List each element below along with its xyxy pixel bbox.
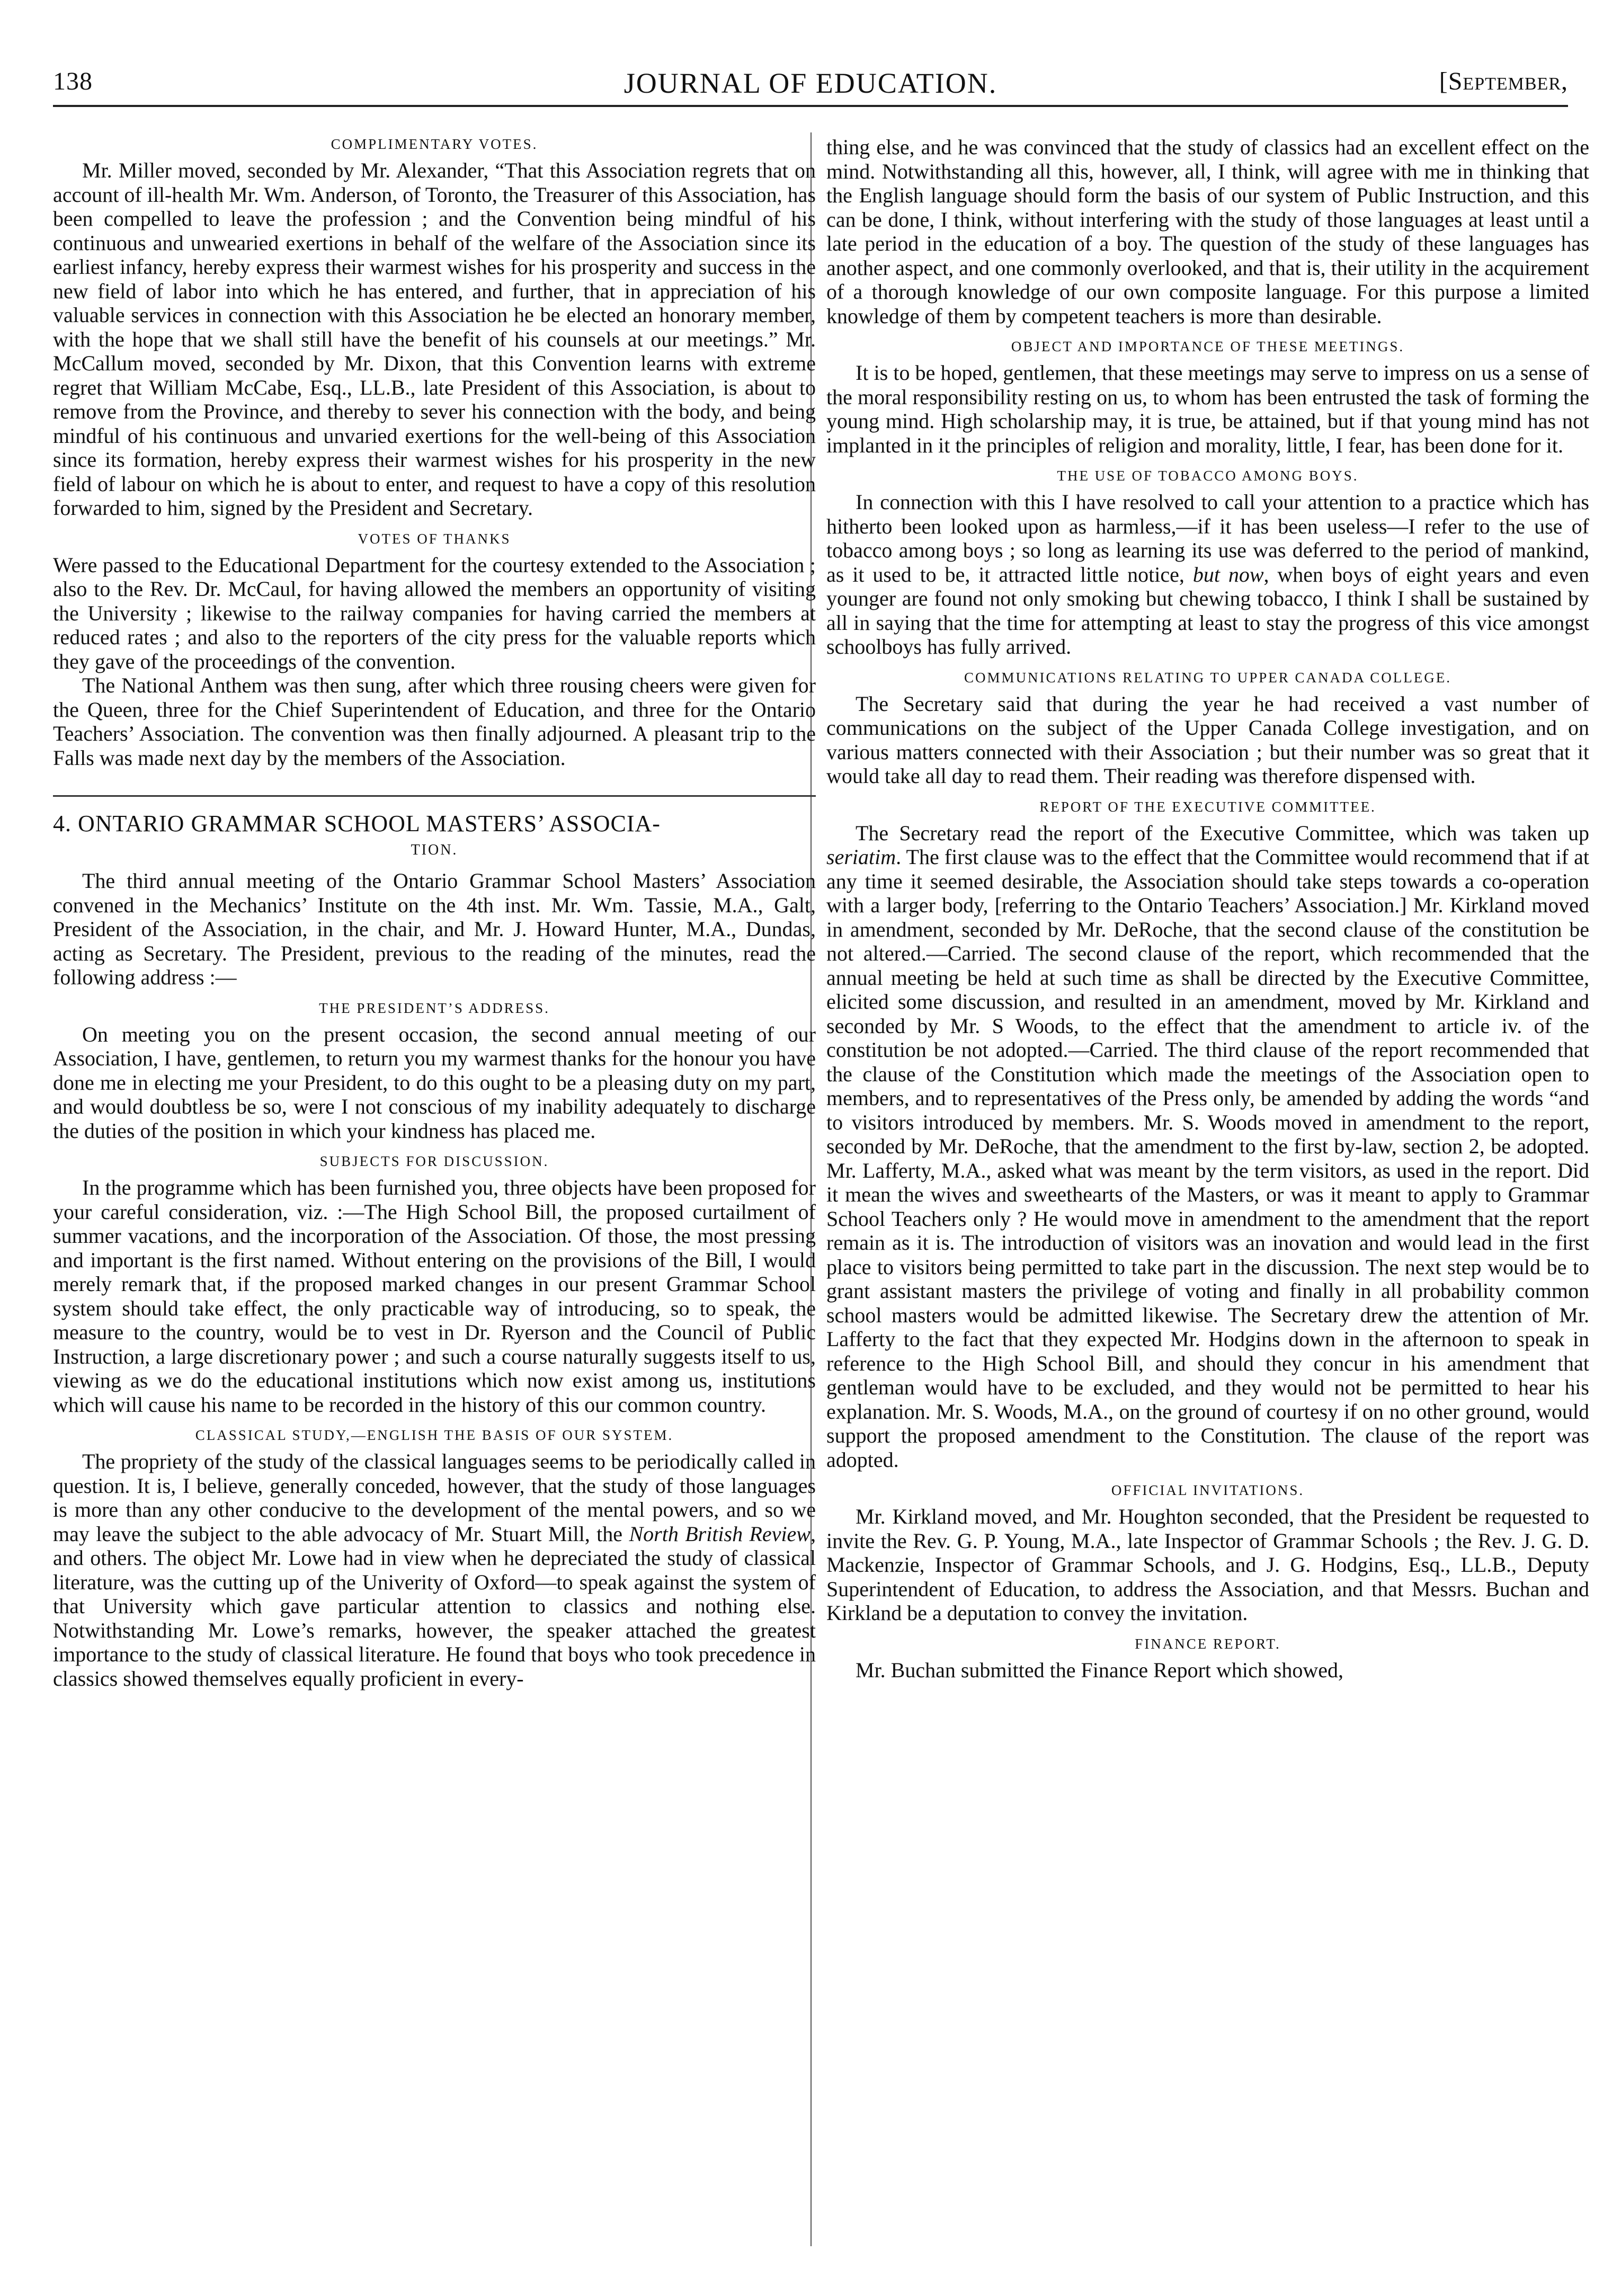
paragraph-national-anthem: The National Anthem was then sung, after which three rousing cheers were given for the Queen, three for the Chief Superintendent of Education, and three for the Ontario Teachers’ Association. The convention was then finally adjourned. A pleasant trip to the Falls was made next day by the members of the Association. <box>53 673 816 770</box>
text-run: The propriety of the study of the classical languages seems to be periodically called in question. It is, I believe, generally conceded, however, that the study of those languages is more than any other conducive to the development of the mental powers, and so we may leave the subject to the able advocacy of Mr. Stuart Mill, the <box>53 1449 816 1546</box>
issue-month: [September, <box>1439 67 1568 95</box>
page-number: 138 <box>53 67 93 95</box>
paragraph-complimentary-votes: Mr. Miller moved, seconded by Mr. Alexander, “That this Association regrets that on account of ill-health Mr. Wm. Anderson, of Toronto, the Treasurer of this Association, has been compelled to leave the profession ; and the Convention being mindful of his continuous and unwearied exertions in behalf of the welfare of the Association since its earliest infancy, hereby express their warmest wishes for his prosperity and success in the new field of labor into which he has entered, and further, that in appreciation of his valuable services in connection with this Association he be elected an honorary member, with the hope that we shall still have the benefit of his counsels at our meetings.” Mr. McCallum moved, seconded by Mr. Dixon, that this Convention learns with extreme regret that William McCabe, Esq., LL.B., late President of this Association, is about to remove from the Province, and thereby to sever his connection with the body, and being mindful of his continuous and unvaried exertions for the well-being of this Association since its formation, hereby express their warmest wishes for his prosperity in the new field of labour on which he is about to enter, and request to have a copy of this resolution forwarded to him, signed by the President and Secretary. <box>53 158 816 520</box>
text-run: , when boys of eight years and even younger are found not only smoking but chewing tobacco, I think I shall be sustained by all in saying that the time for attempting at least to stay the progress of this vice amongst schoolboys has fully arrived. <box>826 562 1589 658</box>
article-title-tail: TION. <box>411 842 458 858</box>
section-heading-complimentary-votes: COMPLIMENTARY VOTES. <box>331 136 538 152</box>
paragraph-executive-committee <box>826 821 1589 1472</box>
section-heading-subjects: SUBJECTS FOR DISCUSSION. <box>319 1153 549 1169</box>
paragraph-subjects: In the programme which has been furnished you, three objects have been proposed for your careful consideration, viz. :—The High School Bill, the proposed curtailment of summer vacations, and the incorporation of the Association. Of those, the most pressing and important is the first named. Without entering on the provisions of the Bill, I would merely remark that, if the proposed marked changes in our present Grammar School system should take effect, the only practicable way of introducing, so to speak, the measure to the country, would be to vest in Dr. Ryerson and the Council of Public Instruction, a large discretionary power ; and such a course naturally suggests itself to us, viewing as we do the educational institutions which now exist among us, institutions which will cause his name to be recorded in the history of this our common country. <box>53 1176 816 1417</box>
section-heading-votes-of-thanks: VOTES OF THANKS <box>358 530 511 547</box>
section-heading-tobacco: THE USE OF TOBACCO AMONG BOYS. <box>1057 468 1359 484</box>
left-column <box>53 135 816 2249</box>
italic-run: seriatim <box>826 845 896 869</box>
right-column <box>826 135 1589 2249</box>
paragraph-classical-study <box>53 1449 816 1690</box>
text-run: . The first clause was to the effect that the Committee would recommend that if at any time it seemed desirable, the Association should take steps towards a co-operation with a larger body, [referring to the Ontario Teachers’ Association.] Mr. Kirkland moved in amendment, seconded by Mr. DeRoche, that the second clause of the constitution be not altered.—Carried. The second clause of the report, which recommended that the annual meeting be held at such time as shall be directed by the Executive Committee, elicited some discussion, and resulted in an amendment, moved by Mr. Kirkland and seconded by Mr. S Woods, to the effect that the amendment to article iv. of the constitution be not adopted.—Carried. The third clause of the report recommended that the clause of the Constitution which made the meetings of the Association open to members, and to representatives of the Press only, be amended by adding the words “and to visitors introduced by members. Mr. S. Woods moved in amendment to the report, seconded by Mr. DeRoche, that the amendment to the first by-law, section 2, be adopted. Mr. Lafferty, M.A., asked what was meant by the term visitors, as used in the report. Did it mean the wives and sweethearts of the Masters, or was it meant to apply to Grammar School Teachers only ? He would move in amendment to the amendment that the report remain as it is. The introduction of visitors was an inovation and would lead in the first place to visitors being permitted to take part in the discussion. The next step would be to grant assistant masters the privilege of voting and finally in all probability common school masters would be admitted likewise. The Secretary drew the attention of Mr. Lafferty to the fact that they expected Mr. Hodgins down in the afternoon to speak in reference to the High School Bill, and should they concur in his amendment that gentleman would have to be excluded, and they would not be permitted to hear his explanation. Mr. S. Woods, M.A., on the ground of courtesy if on no other ground, would support the proposed amendment to the Constitution. The clause of the report was adopted. <box>826 845 1589 1472</box>
paragraph-tobacco <box>826 490 1589 659</box>
text-run: , and others. The object Mr. Lowe had in view when he depreciated the study of classical literature, was the cutting up of the Univerity of Oxford—to speak against the system of that University which gave particular attention to classics and nothing else. Notwithstanding Mr. Lowe’s remarks, however, the speaker attached the greatest importance to the study of classical literature. He found that boys who took precedence in classics showed themselves equally proficient in every- <box>53 1521 816 1690</box>
section-heading-object-of-meetings: OBJECT AND IMPORTANCE OF THESE MEETINGS. <box>1011 339 1405 354</box>
section-heading-official-invitations: OFFICIAL INVITATIONS. <box>1111 1482 1305 1498</box>
text-run: The Secretary read the report of the Executive Committee, which was taken up <box>856 821 1589 845</box>
article-title: 4. ONTARIO GRAMMAR SCHOOL MASTERS’ ASSOCIA- <box>53 811 661 836</box>
running-head <box>53 63 1568 107</box>
italic-run: but now <box>1192 562 1264 586</box>
italic-run: North British Review <box>629 1521 810 1546</box>
paragraph-article-intro: The third annual meeting of the Ontario Grammar School Masters’ Association convened in the Mechanics’ Institute on the 4th inst. Mr. Wm. Tassie, M.A., Galt, President of the Association, in the chair, and Mr. J. Howard Hunter, M.A., Dundas, acting as Secretary. The President, previous to the reading of the minutes, read the following address :— <box>53 869 816 989</box>
section-heading-classical-study: CLASSICAL STUDY,—ENGLISH THE BASIS OF OUR SYSTEM. <box>195 1427 674 1443</box>
journal-title: JOURNAL OF EDUCATION. <box>624 67 997 99</box>
paragraph-object-of-meetings: It is to be hoped, gentlemen, that these meetings may serve to impress on us a sense of the moral responsibility resting on us, to whom has been entrusted the task of forming the young mind. High scholarship may, it is true, be attained, but if that young mind has not implanted in it the principles of religion and morality, little, I fear, has been done for it. <box>826 361 1589 457</box>
paragraph-classical-continued: thing else, and he was convinced that the study of classics had an excellent effect on the mind. Notwithstanding all this, however, all, I think, will agree with me in thinking that the English language should form the basis of our system of Public Instruction, and this can be done, I think, without interfering with the study of those languages at least until a late period in the education of a boy. The question of the study of these languages has another aspect, and one commonly overlooked, and that is, their utility in the acquirement of a thorough knowledge of our own composite language. For this purpose a limited knowledge of them by competent teachers is more than desirable. <box>826 135 1589 328</box>
article-heading <box>53 795 816 864</box>
paragraph-finance-report: Mr. Buchan submitted the Finance Report which showed, <box>856 1658 1343 1682</box>
paragraph-presidents-address: On meeting you on the present occasion, the second annual meeting of our Association, I have, gentlemen, to return you my warmest thanks for the honour you have done me in electing me your President, to do this ought to be a pleasing duty on my part, and would doubtless be so, were I not conscious of my inability adequately to discharge the duties of the position in which your kindness has placed me. <box>53 1022 816 1143</box>
section-heading-communications: COMMUNICATIONS RELATING TO UPPER CANADA COLLEGE. <box>964 669 1452 686</box>
paragraph-communications: The Secretary said that during the year he had received a vast number of communications on the subject of the Upper Canada College investigation, and on various matters connected with their Association ; but their number was so great that it would take all day to read them. Their reading was therefore dispensed with. <box>826 691 1589 788</box>
text-run: In connection with this I have resolved to call your attention to a practice which has hitherto been looked upon as harmless,—if it has been useless—I refer to the use of tobacco among boys ; so long as learning its use was deferred to the period of mankind, as it used to be, it attracted little notice, <box>826 490 1589 586</box>
paragraph-votes-of-thanks: Were passed to the Educational Department for the courtesy extended to the Association ; also to the Rev. Dr. McCaul, for having allowed the members an opportunity of visiting the University ; likewise to the railway companies for having carried the members at reduced rates ; and also to the reporters of the city press for the valuable reports which they gave of the proceedings of the convention. <box>53 553 816 673</box>
section-heading-executive-committee: REPORT OF THE EXECUTIVE COMMITTEE. <box>1039 798 1376 815</box>
paragraph-official-invitations: Mr. Kirkland moved, and Mr. Houghton seconded, that the President be requested to invite the Rev. G. P. Young, M.A., late Inspector of Grammar Schools ; the Rev. J. G. D. Mackenzie, Inspector of Grammar Schools, and J. G. Hodgins, Esq., LL.B., Deputy Superintendent of Education, to address the Association, and that Messrs. Buchan and Kirkland be a deputation to convey the invitation. <box>826 1505 1589 1625</box>
section-heading-finance-report: FINANCE REPORT. <box>1135 1635 1281 1652</box>
section-heading-presidents-address: THE PRESIDENT’S ADDRESS. <box>319 1000 550 1016</box>
